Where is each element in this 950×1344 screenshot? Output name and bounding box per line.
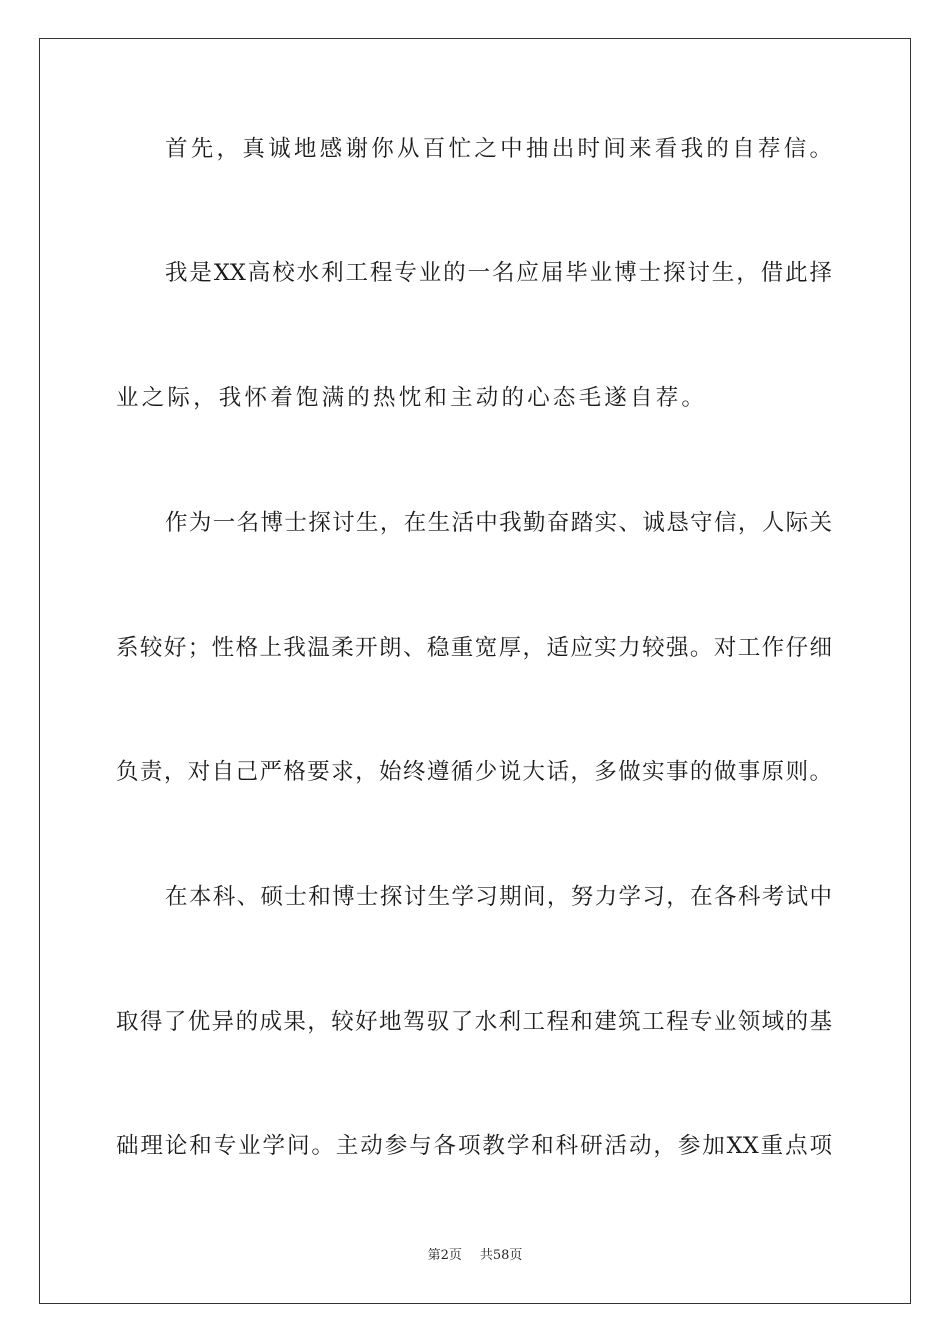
paragraph-line-9: 础理论和专业学问。主动参与各项教学和科研活动，参加XX重点项 xyxy=(116,1133,832,1159)
paragraph-line-8: 取得了优异的成果，较好地驾驭了水利工程和建筑工程专业领域的基 xyxy=(116,1009,832,1035)
page-footer xyxy=(0,1247,950,1265)
paragraph-line-2: 我是XX高校水利工程专业的一名应届毕业博士探讨生，借此择 xyxy=(165,260,832,286)
paragraph-line-5: 系较好；性格上我温柔开朗、稳重宽厚，适应实力较强。对工作仔细 xyxy=(116,635,832,661)
paragraph-line-3: 业之际，我怀着饱满的热忱和主动的心态毛遂自荐。 xyxy=(116,385,708,411)
paragraph-line-4: 作为一名博士探讨生，在生活中我勤奋踏实、诚恳守信，人际关 xyxy=(165,510,832,536)
paragraph-line-1: 首先，真诚地感谢你从百忙之中抽出时间来看我的自荐信。 xyxy=(165,136,832,162)
page-total: 共58页 xyxy=(479,1248,523,1263)
paragraph-line-6: 负责，对自己严格要求，始终遵循少说大话，多做实事的做事原则。 xyxy=(116,759,832,785)
page-number: 第2页 xyxy=(427,1248,462,1263)
page-border xyxy=(39,38,911,1304)
paragraph-line-7: 在本科、硕士和博士探讨生学习期间，努力学习，在各科考试中 xyxy=(165,884,832,910)
